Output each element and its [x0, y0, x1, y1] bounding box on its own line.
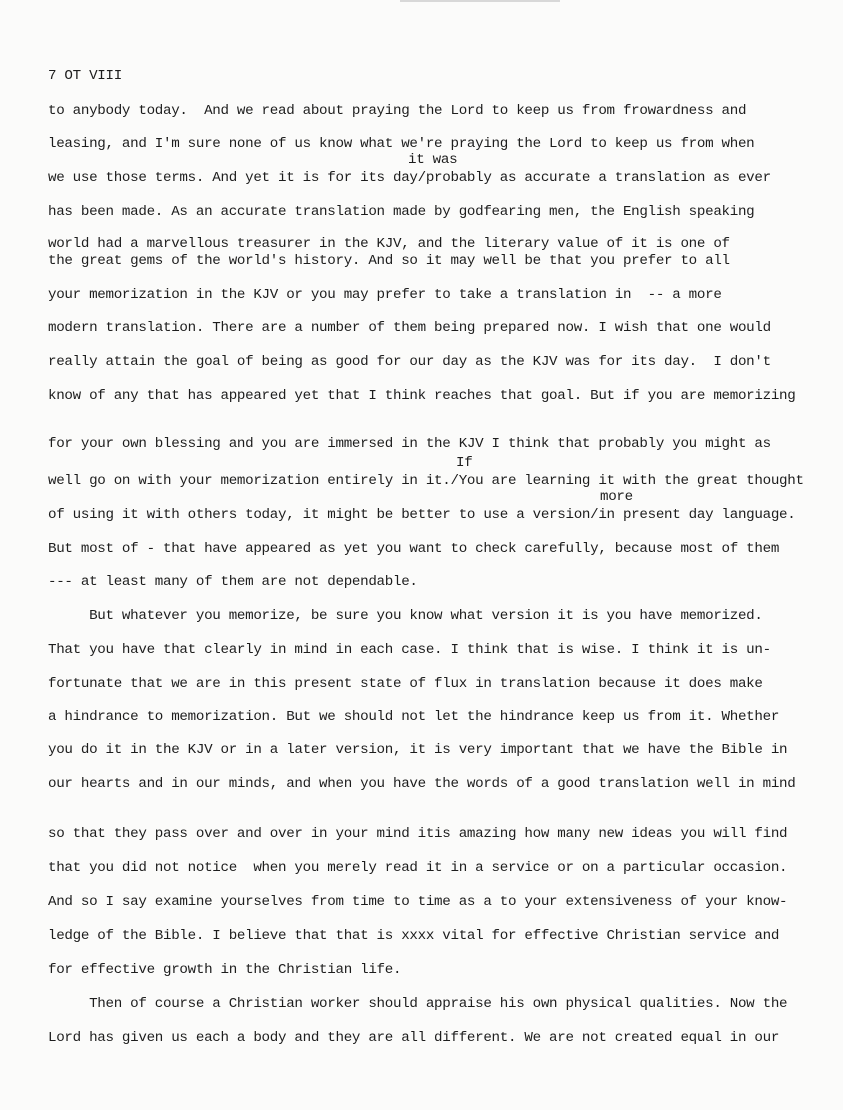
text-line: has been made. As an accurate translation made by godfearing men, the English speaking	[48, 204, 755, 220]
text-line: fortunate that we are in this present state of flux in translation because it does make	[48, 676, 763, 692]
text-line: But whatever you memorize, be sure you know what version it is you have memorized.	[48, 608, 763, 624]
interlinear-insertion: more	[600, 489, 633, 505]
text-line: for your own blessing and you are immersed in the KJV I think that probably you might as	[48, 436, 771, 452]
text-line: That you have that clearly in mind in each case. I think that is wise. I think it is un-	[48, 642, 771, 658]
text-line: know of any that has appeared yet that I think reaches that goal. But if you are memorizing	[48, 388, 796, 404]
text-line: --- at least many of them are not dependable.	[48, 574, 418, 590]
text-line: we use those terms. And yet it is for its day/probably as accurate a translation as ever	[48, 170, 771, 186]
text-line: modern translation. There are a number of them being prepared now. I wish that one would	[48, 320, 771, 336]
text-line: your memorization in the KJV or you may prefer to take a translation in -- a more	[48, 287, 722, 303]
text-line: to anybody today. And we read about praying the Lord to keep us from frowardness and	[48, 103, 747, 119]
interlinear-insertion: If	[456, 455, 473, 471]
text-line: a hindrance to memorization. But we should not let the hindrance keep us from it. Whether	[48, 709, 780, 725]
text-line: the great gems of the world's history. And so it may well be that you prefer to all	[48, 253, 730, 269]
text-line: ledge of the Bible. I believe that that is xxxx vital for effective Christian service and	[48, 928, 780, 944]
text-line: so that they pass over and over in your mind itis amazing how many new ideas you will find	[48, 826, 788, 842]
text-line: Lord has given us each a body and they are all different. We are not created equal in our	[48, 1030, 780, 1046]
text-line: that you did not notice when you merely read it in a service or on a particular occasion.	[48, 860, 788, 876]
page-header: 7 OT VIII	[48, 68, 122, 84]
text-line: for effective growth in the Christian life.	[48, 962, 402, 978]
text-line: our hearts and in our minds, and when you have the words of a good translation well in mind	[48, 776, 796, 792]
scan-artifact	[400, 0, 560, 2]
text-line: leasing, and I'm sure none of us know what we're praying the Lord to keep us from when	[48, 136, 755, 152]
interlinear-insertion: it was	[408, 152, 458, 168]
text-line: But most of - that have appeared as yet you want to check carefully, because most of them	[48, 541, 780, 557]
text-line: well go on with your memorization entirely in it./You are learning it with the great thought	[48, 473, 804, 489]
text-line: really attain the goal of being as good for our day as the KJV was for its day. I don't	[48, 354, 771, 370]
text-line: of using it with others today, it might be better to use a version/in present day language.	[48, 507, 796, 523]
text-line: Then of course a Christian worker should appraise his own physical qualities. Now the	[48, 996, 788, 1012]
text-line: world had a marvellous treasurer in the KJV, and the literary value of it is one of	[48, 236, 730, 252]
text-line: And so I say examine yourselves from time to time as a to your extensiveness of your know-	[48, 894, 788, 910]
text-line: you do it in the KJV or in a later version, it is very important that we have the Bible in	[48, 742, 788, 758]
